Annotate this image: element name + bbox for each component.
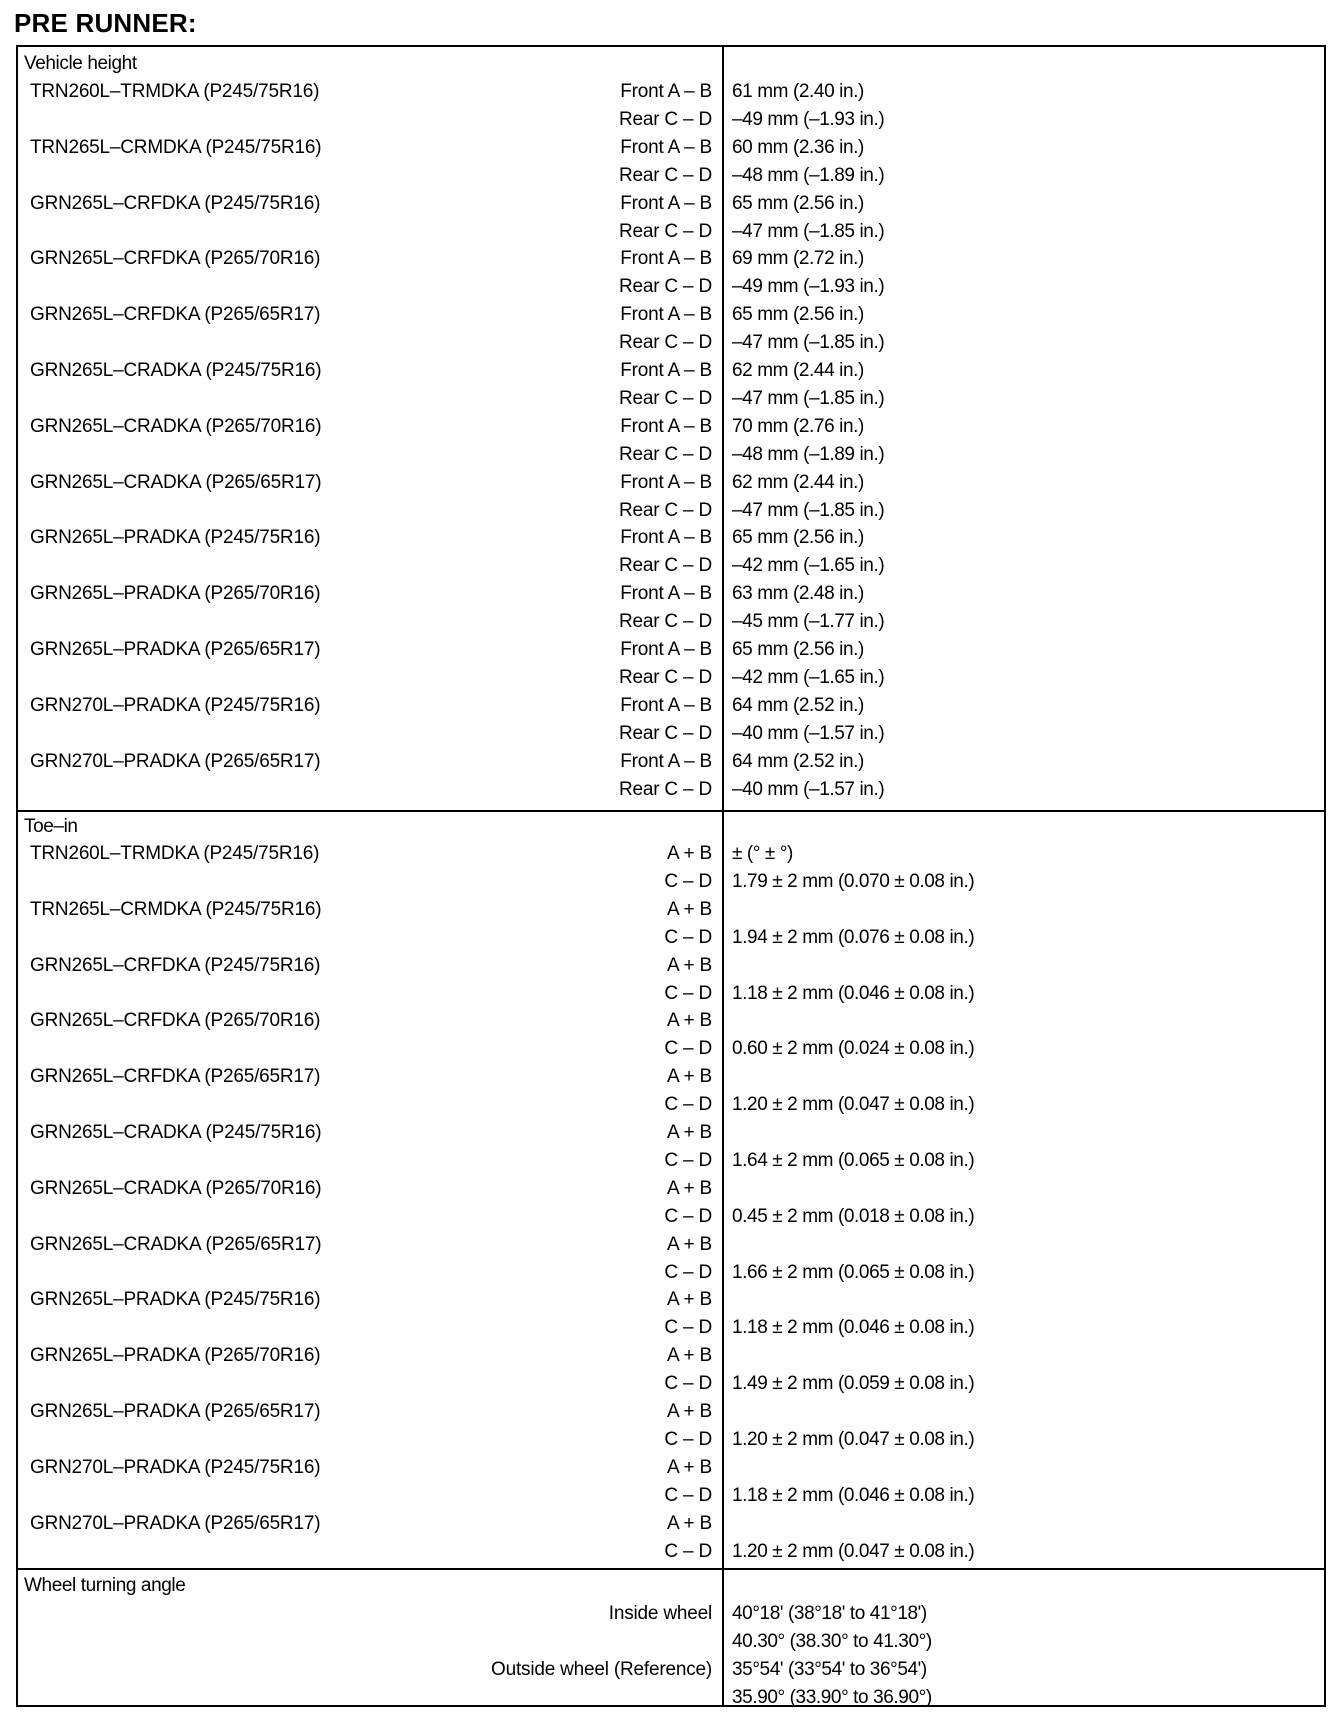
vehicle-height-model: GRN265L–PRADKA (P265/65R17) bbox=[30, 639, 321, 660]
rear-toe-label: C – D bbox=[664, 1317, 712, 1339]
vehicle-height-model: GRN265L–CRFDKA (P245/75R16) bbox=[30, 192, 321, 214]
rear-toe-value: 1.18 ± 2 mm (0.046 ± 0.08 in.) bbox=[732, 1484, 975, 1506]
front-height-value: 62 mm (2.44 in.) bbox=[732, 360, 864, 381]
rear-toe-label: C – D bbox=[664, 1038, 712, 1060]
rear-toe-value: 1.18 ± 2 mm (0.046 ± 0.08 in.) bbox=[732, 982, 975, 1004]
rear-toe-label: C – D bbox=[664, 982, 712, 1004]
front-height-value: 62 mm (2.44 in.) bbox=[732, 471, 864, 493]
front-measure-label: Front A – B bbox=[620, 81, 712, 102]
front-measure-label: Front A – B bbox=[620, 304, 712, 326]
front-height-value: 64 mm (2.52 in.) bbox=[732, 694, 864, 716]
front-toe-label: A + B bbox=[667, 1401, 712, 1422]
front-height-value: 65 mm (2.56 in.) bbox=[732, 192, 864, 214]
front-measure-label: Front A – B bbox=[620, 527, 712, 549]
rear-toe-label: C – D bbox=[664, 1205, 712, 1227]
wheel-turning-heading: Wheel turning angle bbox=[24, 1575, 186, 1596]
rear-toe-label: C – D bbox=[664, 926, 712, 948]
vehicle-height-model: GRN265L–CRADKA (P245/75R16) bbox=[30, 360, 322, 381]
rear-height-value: –45 mm (–1.77 in.) bbox=[732, 611, 885, 633]
toe-in-heading: Toe–in bbox=[24, 816, 78, 837]
front-toe-label: A + B bbox=[667, 1456, 712, 1478]
vehicle-height-model: GRN265L–PRADKA (P245/75R16) bbox=[30, 527, 321, 549]
front-measure-label: Front A – B bbox=[620, 750, 712, 772]
front-height-value: 65 mm (2.56 in.) bbox=[732, 639, 864, 660]
rear-height-value: –42 mm (–1.65 in.) bbox=[732, 555, 885, 577]
rear-measure-label: Rear C – D bbox=[618, 443, 712, 465]
rear-measure-label: Rear C – D bbox=[618, 555, 712, 577]
vehicle-height-heading: Vehicle height bbox=[24, 53, 137, 74]
toe-in-model: GRN265L–CRADKA (P265/70R16) bbox=[30, 1177, 322, 1199]
front-toe-label: A + B bbox=[667, 843, 712, 864]
front-toe-label: A + B bbox=[667, 1010, 712, 1032]
rear-toe-value: 1.64 ± 2 mm (0.065 ± 0.08 in.) bbox=[732, 1149, 975, 1171]
rear-height-value: –48 mm (–1.89 in.) bbox=[732, 164, 885, 186]
front-height-value: 65 mm (2.56 in.) bbox=[732, 527, 864, 549]
rear-toe-value: 1.18 ± 2 mm (0.046 ± 0.08 in.) bbox=[732, 1317, 975, 1339]
front-toe-label: A + B bbox=[667, 954, 712, 976]
rear-measure-label: Rear C – D bbox=[618, 387, 712, 409]
rear-toe-value: 1.49 ± 2 mm (0.059 ± 0.08 in.) bbox=[732, 1373, 975, 1395]
rear-height-value: –40 mm (–1.57 in.) bbox=[732, 778, 885, 800]
section-divider-wheel-turning bbox=[16, 1568, 1326, 1570]
inside-wheel-label: Inside wheel bbox=[608, 1603, 712, 1624]
inside-wheel-value-dms: 40°18' (38°18' to 41°18') bbox=[732, 1603, 927, 1624]
rear-toe-value: 0.60 ± 2 mm (0.024 ± 0.08 in.) bbox=[732, 1038, 975, 1060]
rear-toe-label: C – D bbox=[664, 1261, 712, 1283]
rear-toe-label: C – D bbox=[664, 1149, 712, 1171]
front-toe-label: A + B bbox=[667, 1289, 712, 1311]
front-measure-label: Front A – B bbox=[620, 583, 712, 605]
rear-toe-label: C – D bbox=[664, 1428, 712, 1450]
rear-toe-value: 0.45 ± 2 mm (0.018 ± 0.08 in.) bbox=[732, 1205, 975, 1227]
rear-measure-label: Rear C – D bbox=[618, 220, 712, 242]
vehicle-height-model: GRN270L–PRADKA (P265/65R17) bbox=[30, 750, 321, 772]
front-measure-label: Front A – B bbox=[620, 694, 712, 716]
front-height-value: 60 mm (2.36 in.) bbox=[732, 136, 864, 158]
rear-measure-label: Rear C – D bbox=[618, 332, 712, 354]
rear-toe-value: 1.79 ± 2 mm (0.070 ± 0.08 in.) bbox=[732, 870, 975, 892]
toe-in-model: TRN260L–TRMDKA (P245/75R16) bbox=[30, 843, 320, 864]
front-toe-label: A + B bbox=[667, 1345, 712, 1367]
front-height-value: 61 mm (2.40 in.) bbox=[732, 81, 864, 102]
rear-toe-value: 1.66 ± 2 mm (0.065 ± 0.08 in.) bbox=[732, 1261, 975, 1283]
toe-in-model: GRN265L–CRFDKA (P265/70R16) bbox=[30, 1010, 321, 1032]
front-measure-label: Front A – B bbox=[620, 471, 712, 493]
vehicle-height-model: GRN265L–CRADKA (P265/65R17) bbox=[30, 471, 322, 493]
column-divider bbox=[722, 45, 724, 1707]
vehicle-height-model: GRN270L–PRADKA (P245/75R16) bbox=[30, 694, 321, 716]
front-toe-value: ± (° ± °) bbox=[732, 843, 793, 864]
rear-measure-label: Rear C – D bbox=[618, 722, 712, 744]
rear-height-value: –40 mm (–1.57 in.) bbox=[732, 722, 885, 744]
rear-measure-label: Rear C – D bbox=[618, 499, 712, 521]
rear-toe-label: C – D bbox=[664, 1373, 712, 1395]
vehicle-height-model: TRN260L–TRMDKA (P245/75R16) bbox=[30, 81, 320, 102]
front-height-value: 65 mm (2.56 in.) bbox=[732, 304, 864, 326]
toe-in-model: GRN265L–CRFDKA (P245/75R16) bbox=[30, 954, 321, 976]
rear-height-value: –47 mm (–1.85 in.) bbox=[732, 332, 885, 354]
toe-in-model: GRN265L–PRADKA (P265/65R17) bbox=[30, 1401, 321, 1422]
front-measure-label: Front A – B bbox=[620, 192, 712, 214]
rear-height-value: –48 mm (–1.89 in.) bbox=[732, 443, 885, 465]
toe-in-model: GRN265L–CRADKA (P265/65R17) bbox=[30, 1233, 322, 1255]
toe-in-model: GRN270L–PRADKA (P245/75R16) bbox=[30, 1456, 321, 1478]
front-height-value: 69 mm (2.72 in.) bbox=[732, 248, 864, 270]
toe-in-model: GRN265L–CRFDKA (P265/65R17) bbox=[30, 1066, 321, 1088]
rear-measure-label: Rear C – D bbox=[618, 164, 712, 186]
rear-toe-value: 1.20 ± 2 mm (0.047 ± 0.08 in.) bbox=[732, 1428, 975, 1450]
front-measure-label: Front A – B bbox=[620, 360, 712, 381]
outside-wheel-value-dms: 35°54' (33°54' to 36°54') bbox=[732, 1659, 927, 1680]
front-toe-label: A + B bbox=[667, 1122, 712, 1143]
toe-in-model: TRN265L–CRMDKA (P245/75R16) bbox=[30, 898, 322, 920]
toe-in-model: GRN265L–PRADKA (P245/75R16) bbox=[30, 1289, 321, 1311]
front-toe-label: A + B bbox=[667, 1177, 712, 1199]
rear-measure-label: Rear C – D bbox=[618, 666, 712, 688]
rear-toe-value: 1.20 ± 2 mm (0.047 ± 0.08 in.) bbox=[732, 1540, 975, 1562]
outside-wheel-value-decimal: 35.90° (33.90° to 36.90°) bbox=[732, 1687, 932, 1708]
inside-wheel-value-decimal: 40.30° (38.30° to 41.30°) bbox=[732, 1631, 932, 1652]
front-toe-label: A + B bbox=[667, 898, 712, 920]
rear-toe-value: 1.94 ± 2 mm (0.076 ± 0.08 in.) bbox=[732, 926, 975, 948]
section-divider-toe-in bbox=[16, 810, 1326, 812]
front-height-value: 64 mm (2.52 in.) bbox=[732, 750, 864, 772]
toe-in-model: GRN265L–PRADKA (P265/70R16) bbox=[30, 1345, 321, 1367]
rear-height-value: –47 mm (–1.85 in.) bbox=[732, 220, 885, 242]
rear-toe-label: C – D bbox=[664, 1484, 712, 1506]
rear-measure-label: Rear C – D bbox=[618, 611, 712, 633]
vehicle-height-model: GRN265L–CRFDKA (P265/65R17) bbox=[30, 304, 321, 326]
rear-toe-value: 1.20 ± 2 mm (0.047 ± 0.08 in.) bbox=[732, 1094, 975, 1116]
front-measure-label: Front A – B bbox=[620, 248, 712, 270]
front-height-value: 70 mm (2.76 in.) bbox=[732, 415, 864, 437]
vehicle-height-model: GRN265L–CRFDKA (P265/70R16) bbox=[30, 248, 321, 270]
front-measure-label: Front A – B bbox=[620, 136, 712, 158]
outside-wheel-label: Outside wheel (Reference) bbox=[491, 1659, 712, 1680]
rear-height-value: –47 mm (–1.85 in.) bbox=[732, 387, 885, 409]
rear-toe-label: C – D bbox=[664, 1094, 712, 1116]
rear-height-value: –47 mm (–1.85 in.) bbox=[732, 499, 885, 521]
rear-toe-label: C – D bbox=[664, 1540, 712, 1562]
toe-in-model: GRN270L–PRADKA (P265/65R17) bbox=[30, 1512, 321, 1534]
page-title: PRE RUNNER: bbox=[14, 8, 197, 38]
rear-toe-label: C – D bbox=[664, 870, 712, 892]
rear-measure-label: Rear C – D bbox=[618, 276, 712, 298]
front-toe-label: A + B bbox=[667, 1066, 712, 1088]
front-height-value: 63 mm (2.48 in.) bbox=[732, 583, 864, 605]
front-measure-label: Front A – B bbox=[620, 639, 712, 660]
front-toe-label: A + B bbox=[667, 1233, 712, 1255]
vehicle-height-model: TRN265L–CRMDKA (P245/75R16) bbox=[30, 136, 322, 158]
rear-height-value: –42 mm (–1.65 in.) bbox=[732, 666, 885, 688]
rear-measure-label: Rear C – D bbox=[618, 108, 712, 130]
rear-measure-label: Rear C – D bbox=[618, 778, 712, 800]
front-measure-label: Front A – B bbox=[620, 415, 712, 437]
rear-height-value: –49 mm (–1.93 in.) bbox=[732, 108, 885, 130]
toe-in-model: GRN265L–CRADKA (P245/75R16) bbox=[30, 1122, 322, 1143]
rear-height-value: –49 mm (–1.93 in.) bbox=[732, 276, 885, 298]
vehicle-height-model: GRN265L–CRADKA (P265/70R16) bbox=[30, 415, 322, 437]
front-toe-label: A + B bbox=[667, 1512, 712, 1534]
vehicle-height-model: GRN265L–PRADKA (P265/70R16) bbox=[30, 583, 321, 605]
